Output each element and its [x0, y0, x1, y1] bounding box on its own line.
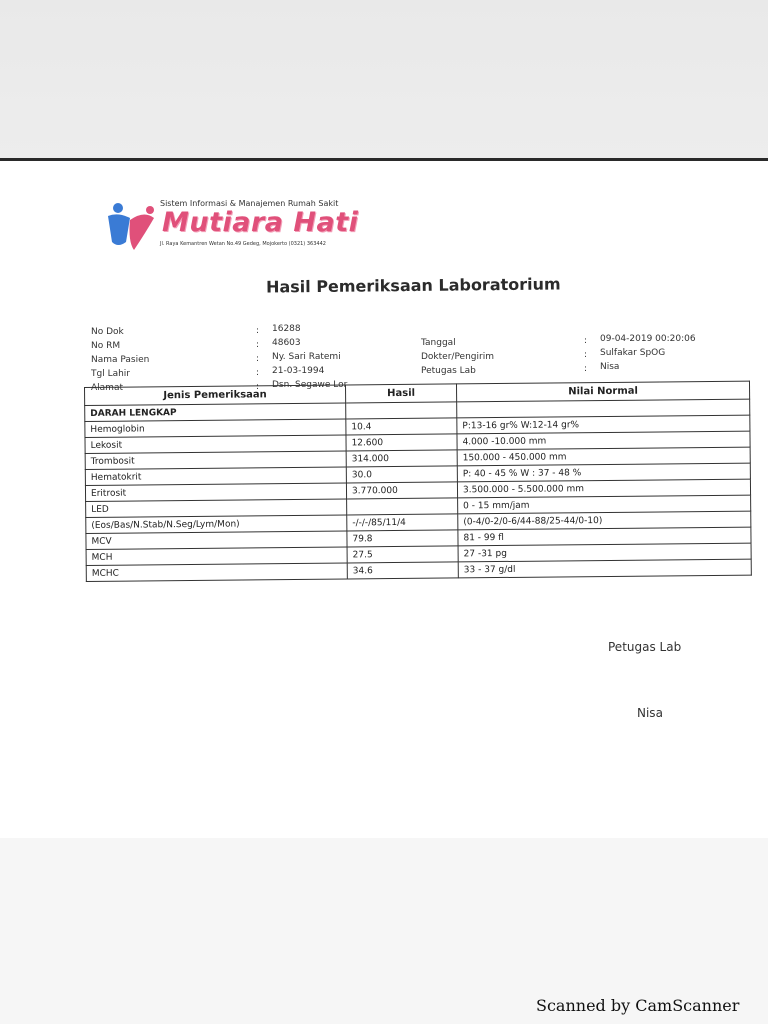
nama-pasien-separator: : [256, 354, 260, 364]
section-darah-lengkap: DARAH LENGKAP [85, 403, 346, 422]
header-hasil: Hasil [345, 384, 456, 403]
dokter-label: Dokter/Pengirim [421, 352, 494, 362]
camscanner-watermark: Scanned by CamScanner [536, 996, 740, 1015]
test-name: Hematokrit [85, 467, 346, 486]
no-dok-label: No Dok [91, 327, 124, 337]
test-normal-range: (0-4/0-2/0-6/44-88/25-44/0-10) [458, 511, 751, 530]
hospital-name: Mutiara Hati [162, 207, 359, 238]
test-result: 27.5 [347, 546, 458, 563]
test-name: MCHC [86, 563, 347, 582]
lab-results-table [84, 381, 752, 582]
petugas-value: Nisa [600, 362, 620, 372]
tanggal-separator: : [584, 336, 588, 346]
signature-name: Nisa [637, 706, 663, 720]
test-name: Eritrosit [85, 483, 346, 502]
nama-pasien-value: Ny. Sari Ratemi [272, 352, 341, 362]
dokter-value: Sulfakar SpOG [600, 348, 666, 358]
test-result: 79.8 [347, 530, 458, 547]
no-rm-value: 48603 [272, 338, 301, 348]
no-dok-value: 16288 [272, 324, 301, 334]
alamat-separator: : [256, 382, 260, 392]
test-result: 314.000 [346, 450, 457, 467]
test-result: 3.770.000 [346, 482, 457, 499]
test-name: (Eos/Bas/N.Stab/N.Seg/Lym/Mon) [86, 515, 347, 534]
test-result: 10.4 [346, 418, 457, 435]
report-title: Hasil Pemeriksaan Laboratorium [265, 274, 561, 297]
hospital-tagline: Sistem Informasi & Manajemen Rumah Sakit [160, 199, 339, 208]
test-normal-range: 33 - 37 g/dl [458, 559, 751, 578]
petugas-separator: : [584, 364, 588, 374]
tgl-lahir-label: Tgl Lahir [91, 369, 131, 379]
tgl-lahir-separator: : [256, 368, 260, 378]
dokter-separator: : [584, 350, 588, 360]
signature-label: Petugas Lab [608, 640, 682, 654]
test-name: Lekosit [85, 435, 346, 454]
test-name: Trombosit [85, 451, 346, 470]
alamat-label: Alamat [91, 383, 123, 393]
test-normal-range: 4.000 -10.000 mm [457, 431, 750, 450]
test-normal-range: P:13-16 gr% W:12-14 gr% [457, 415, 750, 434]
no-rm-label: No RM [91, 341, 121, 351]
test-normal-range: 3.500.000 - 5.500.000 mm [457, 479, 750, 498]
test-result: 12.600 [346, 434, 457, 451]
hospital-address: Jl. Raya Kemantren Wetan No.49 Gedeg, Mojokerto (0321) 363442 [160, 241, 326, 247]
petugas-label: Petugas Lab [421, 366, 476, 376]
test-normal-range: 0 - 15 mm/jam [458, 495, 751, 514]
alamat-value: Dsn. Segawe Lor [272, 380, 348, 390]
no-dok-separator: : [256, 326, 260, 336]
test-normal-range: 81 - 99 fl [458, 527, 751, 546]
test-result [347, 498, 458, 515]
test-result: 30.0 [346, 466, 457, 483]
test-normal-range: 27 -31 pg [458, 543, 751, 562]
scan-background-top [0, 0, 768, 160]
header-jenis-pemeriksaan: Jenis Pemeriksaan [85, 385, 346, 406]
test-result: 34.6 [347, 562, 458, 579]
test-result: -/-/-/85/11/4 [347, 514, 458, 531]
no-rm-separator: : [256, 340, 260, 350]
test-name: LED [86, 499, 347, 518]
header-nilai-normal: Nilai Normal [456, 381, 749, 402]
test-name: Hemoglobin [85, 419, 346, 438]
test-normal-range: 150.000 - 450.000 mm [457, 447, 750, 466]
test-name: MCH [86, 547, 347, 566]
test-normal-range: P: 40 - 45 % W : 37 - 48 % [457, 463, 750, 482]
nama-pasien-label: Nama Pasien [91, 355, 150, 365]
section-empty-cell [346, 402, 457, 419]
test-name: MCV [86, 531, 347, 550]
tanggal-label: Tanggal [421, 338, 456, 348]
tgl-lahir-value: 21-03-1994 [272, 366, 325, 376]
tanggal-value: 09-04-2019 00:20:06 [600, 334, 696, 344]
